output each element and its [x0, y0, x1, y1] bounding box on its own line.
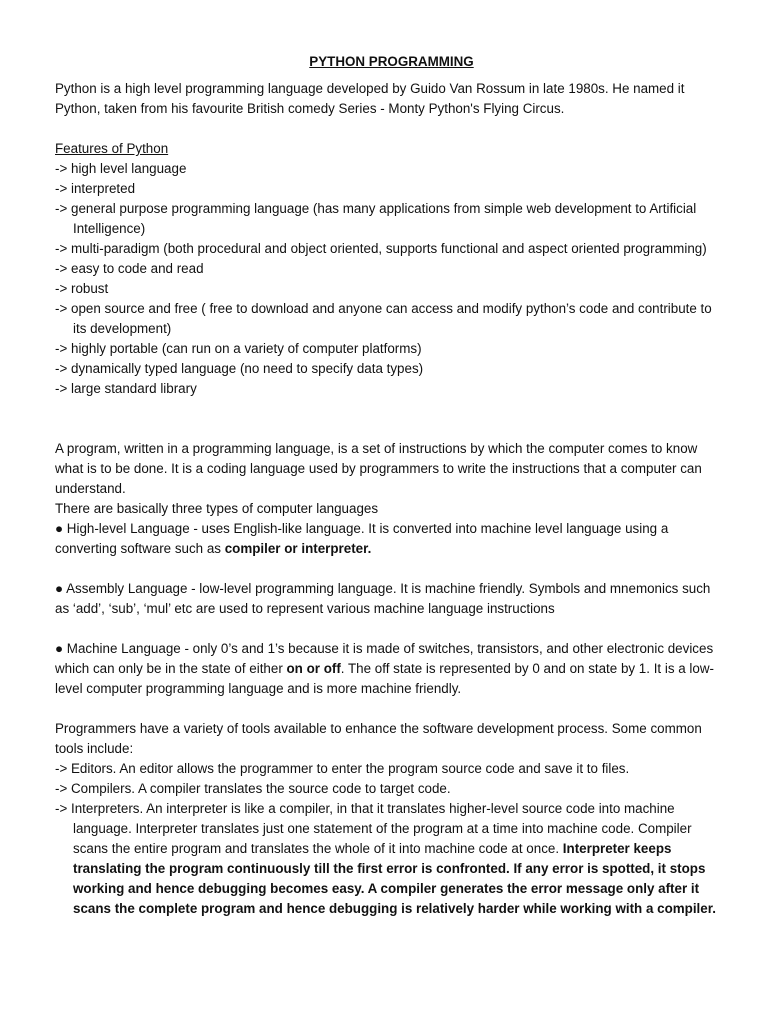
feature-item: -> large standard library	[55, 381, 197, 396]
types-line: There are basically three types of computer languages	[55, 501, 379, 516]
intro-paragraph: Python is a high level programming language developed by Guido Van Rossum in late 1980s. He named it Python, taken from his favourite British comedy Series - Monty Python's Flying Circus.	[55, 81, 685, 116]
tool-compilers: -> Compilers. A compiler translates the source code to target code.	[55, 781, 451, 796]
high-level-language-paragraph	[55, 519, 728, 559]
machine-text-1: ● Machine Language - only 0’s and 1’s because it is made of switches, transistors, and other electronic devices which can only be in the state of either	[55, 641, 714, 676]
page-title: PYTHON PROGRAMMING	[309, 54, 474, 69]
interpreters-bold: Interpreter keeps translating the program continuously till the first error is confronted. If any error is spotted, it stops working and hence debugging becomes easy. A compiler generates the error message only after it scans the complete program and hence debugging is relatively harder while working with a compiler.	[73, 841, 716, 916]
high-level-text: ● High-level Language - uses English-like language. It is converted into machine level language using a converting software such as	[55, 521, 669, 556]
feature-item: -> easy to code and read	[55, 261, 204, 276]
tool-editors: -> Editors. An editor allows the programmer to enter the program source code and save it to files.	[55, 761, 630, 776]
feature-item: -> open source and free ( free to download and anyone can access and modify python’s code and contribute to its development)	[55, 301, 712, 336]
feature-item: -> high level language	[55, 161, 187, 176]
feature-item: -> multi-paradigm (both procedural and object oriented, supports functional and aspect oriented programming)	[55, 241, 707, 256]
feature-item: -> highly portable (can run on a variety of computer platforms)	[55, 341, 422, 356]
feature-item: -> interpreted	[55, 181, 136, 196]
machine-language-paragraph	[55, 639, 728, 699]
feature-item: -> general purpose programming language (has many applications from simple web development to Artificial Intelligence)	[55, 201, 697, 236]
tool-interpreters	[55, 799, 728, 919]
features-heading: Features of Python	[55, 141, 169, 156]
program-paragraph: A program, written in a programming language, is a set of instructions by which the computer comes to know what is to be done. It is a coding language used by programmers to write the instructions that a computer can understand.	[55, 441, 702, 496]
features-list	[55, 159, 728, 399]
feature-item: -> dynamically typed language (no need to specify data types)	[55, 361, 424, 376]
high-level-bold: compiler or interpreter.	[224, 541, 372, 556]
feature-item: -> robust	[55, 281, 109, 296]
machine-text-2: . The off state is represented by 0 and on state by 1. It is a low-level computer programming language and is more machine friendly.	[55, 661, 714, 696]
machine-bold: on or off	[286, 661, 341, 676]
interpreters-text: -> Interpreters. An interpreter is like a compiler, in that it translates higher-level source code into machine language. Interpreter translates just one statement of the program at a time into machine code. Compiler scans the entire program and translates the whole of it into machine code at once.	[55, 801, 692, 856]
assembly-language-paragraph: ● Assembly Language - low-level programming language. It is machine friendly. Symbols and mnemonics such as ‘add’, ‘sub’, ‘mul’ etc are used to represent various machine language instructions	[55, 581, 711, 616]
tools-intro-paragraph: Programmers have a variety of tools available to enhance the software development process. Some common tools include:	[55, 721, 702, 756]
